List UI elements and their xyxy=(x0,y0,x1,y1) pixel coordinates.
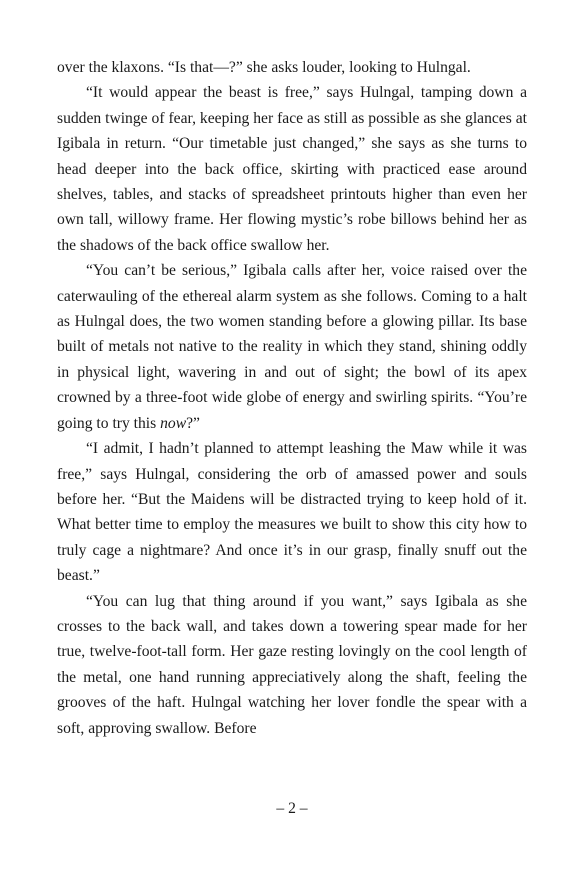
paragraph-text: “You can lug that thing around if you want,” says Igibala as she crosses to the back wall, and takes down a towering spear made for her true, twelve-foot-tall form. Her gaze resting lovingly on the cool length of the metal, one hand running appreciatively along the shaft, feeling the grooves of the haft. Hulngal watching her lover fondle the spear with a soft, approving swallow. Before xyxy=(57,592,527,737)
paragraph-text: “It would appear the beast is free,” says Hulngal, tamping down a sudden twinge of fear, keeping her face as still as possible as she glances at Igibala in return. “Our timetable just changed,” she says as she turns to head deeper into the back office, skirting with practiced ease around shelves, tables, and stacks of spreadsheet printouts higher than even her own tall, willowy frame. Her flowing mystic’s robe billows behind her as the shadows of the back office swallow her. xyxy=(57,84,527,254)
page-number: – 2 – xyxy=(276,800,308,817)
paragraph xyxy=(57,589,527,741)
paragraph-text: “I admit, I hadn’t planned to attempt leashing the Maw while it was free,” says Hulngal, considering the orb of amassed power and souls before her. “But the Maidens will be distracted trying to keep hold of it. What better time to employ the measures we built to show this city how to truly cage a nightmare? And once it’s in our grasp, finally snuff out the beast.” xyxy=(57,440,527,585)
page-body xyxy=(57,55,527,741)
paragraph-text: “You can’t be serious,” Igibala calls after her, voice raised over the caterwauling of the ethereal alarm system as she follows. Coming to a halt as Hulngal does, the two women standing before a glowing pillar. Its base built of metals not native to the reality in which they stand, shining oddly in physical light, wavering in and out of sight; the bowl of its apex crowned by a three-foot wide globe of energy and swirling spirits. “You’re going to try this xyxy=(57,262,527,432)
paragraph xyxy=(57,258,527,436)
paragraph xyxy=(57,80,527,258)
paragraph-text: over the klaxons. “Is that—?” she asks louder, looking to Hulngal. xyxy=(57,59,471,76)
paragraph-continuation xyxy=(57,55,527,80)
paragraph xyxy=(57,436,527,588)
italic-emphasis: now xyxy=(160,414,187,432)
paragraph-text-tail: ?” xyxy=(186,414,200,432)
